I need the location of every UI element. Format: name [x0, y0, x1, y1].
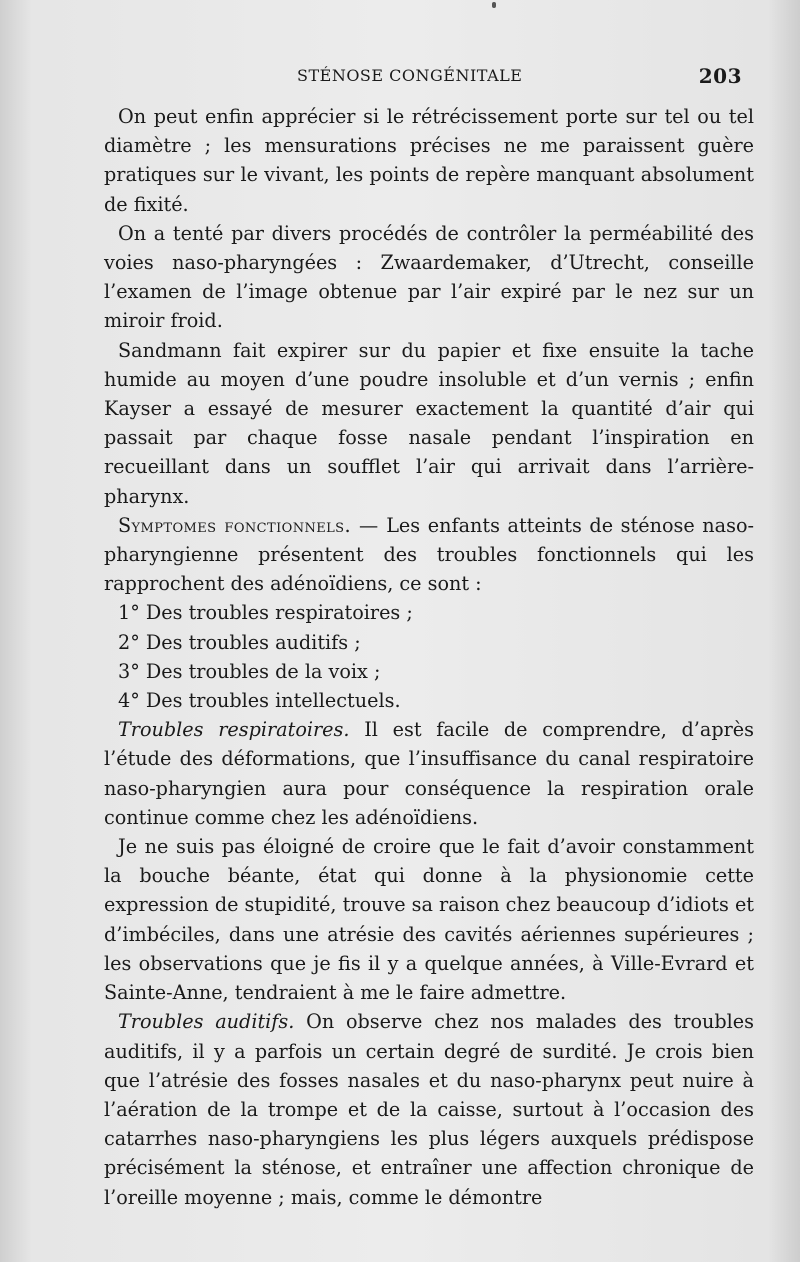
list-item: 1° Des troubles respiratoires ;	[118, 601, 413, 625]
paragraph-auditifs	[104, 1007, 754, 1211]
paragraph: On peut enfin apprécier si le rétrécissement porte sur tel ou tel diamètre ; les mensurations précises ne me paraissent guère pratiques sur le vivant, les points de repère manquant absolument de fixité.	[104, 105, 754, 216]
symptom-list	[104, 598, 754, 715]
list-item: 4° Des troubles intellectuels.	[118, 689, 401, 713]
paragraph-text: On observe chez nos malades des troubles auditifs, il y a parfois un certain degré de surdité. Je crois bien que l’atrésie des fosses nasales et du naso-pharynx peut nuire à l’aération de la trompe et de la caisse, surtout à l’occasion des catarrhes naso-pharyngiens les plus légers auxquels prédispose précisément la sténose, et entraîner une affection chronique de l’oreille moyenne ; mais, comme le démontre	[104, 1010, 754, 1209]
page-number: 203	[698, 64, 742, 88]
paragraph-text: Les enfants atteints de sténose naso-pharyngienne présentent des troubles fonctionnels qui les rapprochent des adénoïdiens, ce sont :	[104, 513, 754, 596]
page-body	[104, 102, 754, 1212]
paragraph: Je ne suis pas éloigné de croire que le fait d’avoir constamment la bouche béante, état qui donne à la physionomie cette expression de stupidité, trouve sa raison chez beaucoup d’idiots et d’imbéciles, dans une atrésie des cavités aériennes supérieures ; les observations que je fis il y a quelque années, à Ville-Evrard et Sainte-Anne, tendraient à me le faire admettre.	[104, 835, 755, 1005]
paragraph-respiratoires	[104, 715, 754, 832]
list-item: 3° Des troubles de la voix ;	[118, 659, 381, 683]
paragraph: Sandmann fait expirer sur du papier et fixe ensuite la tache humide au moyen d’une poudre insoluble et d’un vernis ; enfin Kayser a essayé de mesurer exactement la quantité d’air qui passait par chaque fosse nasale pendant l’inspiration en recueillant dans un soufflet l’air qui arrivait dans l’arrière-pharynx.	[104, 338, 754, 508]
paragraph: On a tenté par divers procédés de contrôler la perméabilité des voies naso-pharyngées : Zwaardemaker, d’Utrecht, conseille l’examen de l’image obtenue par l’air expiré par le nez sur un miroir froid.	[104, 221, 754, 333]
subsection-heading: Troubles respiratoires.	[118, 718, 350, 742]
subsection-heading: Troubles auditifs.	[118, 1010, 295, 1034]
paragraph-symptomes	[104, 511, 754, 599]
section-heading: Symptomes fonctionnels. —	[118, 513, 379, 537]
list-item: 2° Des troubles auditifs ;	[118, 630, 361, 654]
running-title: STÉNOSE CONGÉNITALE	[297, 66, 523, 85]
page-header	[104, 58, 754, 94]
ink-speck	[492, 2, 496, 8]
paragraph-text: Il est facile de comprendre, d’après l’étude des déformations, que l’insuffisance du canal respiratoire naso-pharyngien aura pour conséquence la respiration orale continue comme chez les adénoïdiens.	[104, 718, 754, 829]
